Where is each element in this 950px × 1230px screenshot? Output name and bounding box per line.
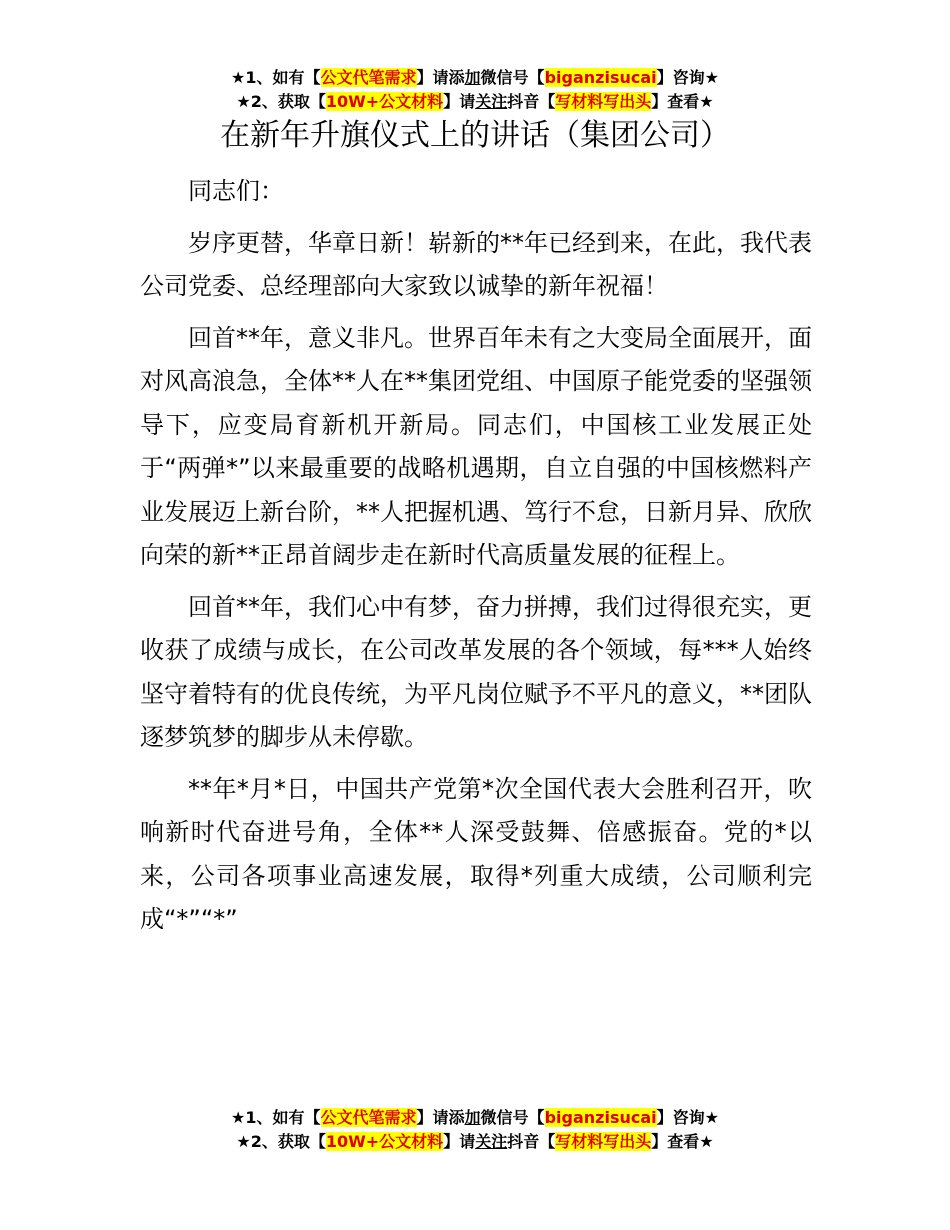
banner-text: 】请 <box>443 1132 476 1151</box>
banner-highlight: biganzisucai <box>544 1108 657 1127</box>
banner-highlight: 10W+公文材料 <box>325 1132 444 1151</box>
banner-text: 】请添 <box>416 68 465 87</box>
banner-highlight: 公文代笔需求 <box>320 1108 417 1127</box>
header-banner <box>0 66 950 114</box>
banner-text: 】请 <box>443 92 476 111</box>
banner-line-1 <box>0 66 950 90</box>
banner-underlined-text: 加 <box>464 68 481 87</box>
banner-highlight: 写材料写出头 <box>555 92 652 111</box>
banner-highlight: 10W+公文材料 <box>325 92 444 111</box>
banner-highlight: biganzisucai <box>544 68 657 87</box>
banner-text: ★2、获取【 <box>236 1132 326 1151</box>
banner-text: 抖音【 <box>507 92 556 111</box>
document-title: 在新年升旗仪式上的讲话（集团公司） <box>220 118 730 153</box>
paragraph: 岁序更替，华章日新！崭新的**年已经到来，在此，我代表公司党委、总经理部向大家致以诚挚的新年祝福！ <box>140 228 812 300</box>
banner-text: 】咨询★ <box>656 68 719 87</box>
banner-text: 抖音【 <box>507 1132 556 1151</box>
banner-text: 微信号【 <box>480 1108 545 1127</box>
footer-banner <box>0 1106 950 1154</box>
paragraph: 回首**年，我们心中有梦，奋力拼搏，我们过得很充实，更收获了成绩与成长，在公司改革发展的各个领域，每***人始终坚守着特有的优良传统，为平凡岗位赋予不平凡的意义，**团队逐梦筑梦的脚步从未停歇。 <box>140 592 812 751</box>
banner-text: 】请添 <box>416 1108 465 1127</box>
paragraph: **年*月*日，中国共产党第*次全国代表大会胜利召开，吹响新时代奋进号角，全体**人深受鼓舞、倍感振奋。党的*以来，公司各项事业高速发展，取得*列重大成绩，公司顺利完成“*”“*” <box>140 774 812 933</box>
salutation: 同志们： <box>188 177 284 205</box>
banner-underlined-text: 关注 <box>475 92 508 111</box>
banner-text: 】查看★ <box>651 1132 714 1151</box>
document-body <box>140 170 812 950</box>
banner-text: 】查看★ <box>651 92 714 111</box>
banner-line-2 <box>0 1130 950 1154</box>
banner-line-1 <box>0 1106 950 1130</box>
banner-underlined-text: 关注 <box>475 1132 508 1151</box>
banner-text: ★1、如有【 <box>231 1108 321 1127</box>
banner-line-2 <box>0 90 950 114</box>
banner-text: ★1、如有【 <box>231 68 321 87</box>
paragraph: 回首**年，意义非凡。世界百年未有之大变局全面展开，面对风高浪急，全体**人在**集团党组、中国原子能党委的坚强领导下，应变局育新机开新局。同志们，中国核工业发展正处于“两弹*”以来最重要的战略机遇期，自立自强的中国核燃料产业发展迈上新台阶，**人把握机遇、笃行不怠，日新月异、欣欣向荣的新**正昂首阔步走在新时代高质量发展的征程上。 <box>140 323 812 569</box>
banner-highlight: 公文代笔需求 <box>320 68 417 87</box>
banner-highlight: 写材料写出头 <box>555 1132 652 1151</box>
banner-text: 微信号【 <box>480 68 545 87</box>
banner-underlined-text: 加 <box>464 1108 481 1127</box>
banner-text: ★2、获取【 <box>236 92 326 111</box>
banner-text: 】咨询★ <box>656 1108 719 1127</box>
